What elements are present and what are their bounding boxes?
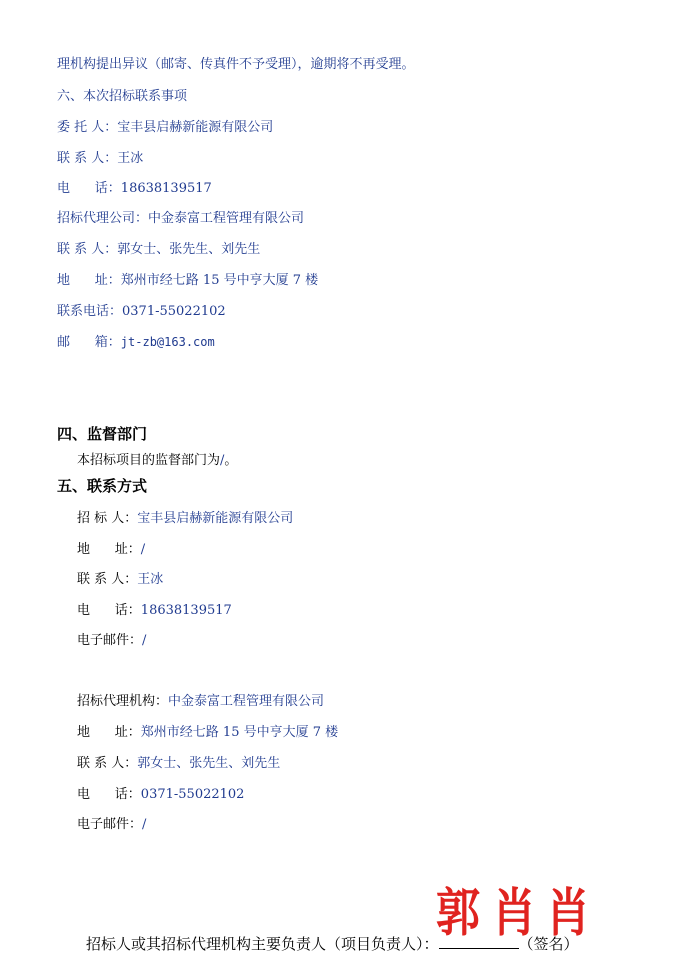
- signature-suffix: （签名）: [518, 935, 579, 953]
- tenderer-email-label: 电子邮件：: [77, 633, 143, 648]
- agency-email-label: 电子邮件：: [77, 817, 143, 832]
- agent-phone-label: 联系电话：: [57, 304, 123, 319]
- signature-line: [86, 933, 579, 954]
- tenderer-value: 宝丰县启赫新能源有限公司: [137, 511, 294, 526]
- tenderer-phone-row: [77, 599, 232, 618]
- tenderer-row: [77, 507, 293, 526]
- tenderer-label: 招 标 人：: [77, 511, 138, 526]
- agency-address-value: 郑州市经七路 15 号中亨大厦 7 楼: [140, 725, 339, 740]
- contact-row: [57, 147, 143, 166]
- supervision-suffix: 。: [224, 453, 238, 468]
- agency-phone-label: 电 话：: [77, 787, 141, 802]
- agency-email-row: [77, 813, 146, 832]
- agency-contact-row: [77, 752, 280, 771]
- agent-contact-label: 联 系 人：: [57, 242, 118, 257]
- signature-blank: [439, 934, 519, 949]
- agency-contact-label: 联 系 人：: [77, 756, 138, 771]
- signature-char-1: 郭: [436, 883, 480, 944]
- phone-value: 18638139517: [120, 181, 212, 196]
- agency-phone-value: 0371-55022102: [140, 787, 245, 802]
- tenderer-phone-value: 18638139517: [140, 603, 232, 618]
- supervision-prefix: 本招标项目的监督部门为: [77, 453, 221, 468]
- section-6-title: 六、本次招标联系事项: [57, 89, 188, 104]
- signature-char-2: 肖: [492, 883, 536, 944]
- tenderer-contact-row: [77, 568, 163, 587]
- tenderer-address-value: /: [140, 542, 146, 557]
- agency-address-row: [77, 721, 338, 740]
- address-label: 地 址：: [57, 273, 121, 288]
- tenderer-contact-label: 联 系 人：: [77, 572, 138, 587]
- tenderer-address-label: 地 址：: [77, 542, 141, 557]
- signature-char-3: 肖: [546, 883, 590, 944]
- agency-label: 招标代理机构：: [77, 694, 169, 709]
- tenderer-email-row: [77, 629, 146, 648]
- email-label: 邮 箱：: [57, 335, 121, 350]
- agent-contact-value: 郭女士、张先生、刘先生: [117, 242, 261, 257]
- agency-value: 中金泰富工程管理有限公司: [168, 694, 325, 709]
- agency-email-value: /: [142, 817, 147, 832]
- signature-prefix: 招标人或其招标代理机构主要负责人（项目负责人）：: [86, 935, 439, 953]
- entrust-row: [57, 116, 273, 135]
- objection-note: 理机构提出异议（邮寄、传真件不予受理），逾期将不再受理。: [57, 57, 415, 72]
- phone-label: 电 话：: [57, 181, 121, 196]
- entrust-label: 委 托 人：: [57, 120, 118, 135]
- section-5-heading: 五、联系方式: [57, 477, 148, 495]
- agent-value: 中金泰富工程管理有限公司: [148, 211, 305, 226]
- agent-row: [57, 207, 304, 226]
- contact-value: 王冰: [117, 151, 144, 166]
- tenderer-address-row: [77, 538, 145, 557]
- agency-contact-value: 郭女士、张先生、刘先生: [137, 756, 281, 771]
- supervision-value: /: [220, 453, 225, 468]
- entrust-value: 宝丰县启赫新能源有限公司: [117, 120, 274, 135]
- address-row: [57, 269, 318, 288]
- agent-phone-row: [57, 300, 226, 319]
- tenderer-phone-label: 电 话：: [77, 603, 141, 618]
- email-value: jt-zb@163.com: [120, 335, 215, 349]
- supervision-text: [77, 449, 237, 468]
- section-4-heading: 四、监督部门: [57, 425, 148, 443]
- phone-row: [57, 177, 212, 196]
- address-value: 郑州市经七路 15 号中亨大厦 7 楼: [120, 273, 319, 288]
- contact-label: 联 系 人：: [57, 151, 118, 166]
- agency-row: [77, 690, 324, 709]
- agent-phone-value: 0371-55022102: [122, 304, 226, 319]
- tenderer-contact-value: 王冰: [137, 572, 164, 587]
- agent-label: 招标代理公司：: [57, 211, 149, 226]
- agency-address-label: 地 址：: [77, 725, 141, 740]
- email-row: [57, 331, 215, 350]
- agency-phone-row: [77, 783, 244, 802]
- agent-contact-row: [57, 238, 260, 257]
- tenderer-email-value: /: [142, 633, 147, 648]
